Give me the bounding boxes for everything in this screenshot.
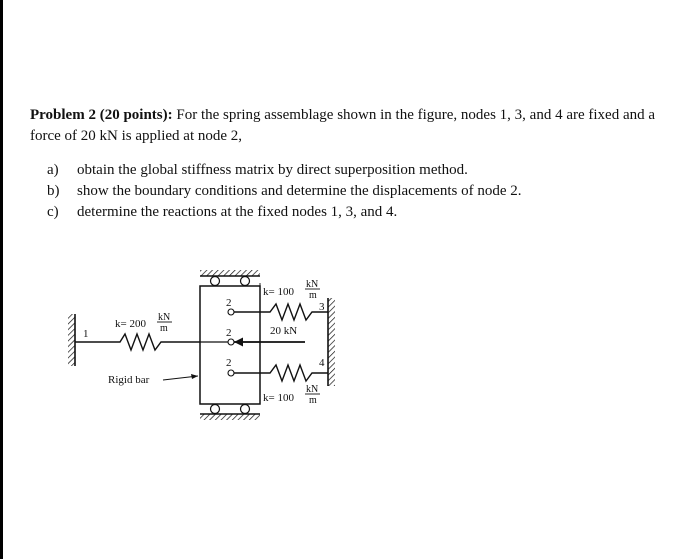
spring-assemblage-figure (60, 258, 360, 438)
problem-statement (30, 105, 680, 147)
right-wall-support (328, 298, 335, 386)
task-item-c (47, 202, 680, 223)
left-wall-support (68, 314, 75, 366)
problem-heading: Problem 2 (20 points): (30, 107, 173, 123)
spring-left (75, 334, 200, 350)
node-2-marker-top (228, 309, 234, 315)
node-2-label-bottom: 2 (226, 357, 232, 369)
node-2-marker-middle (228, 339, 234, 345)
spring-top-unit-num: kN (306, 279, 319, 290)
task-letter: a) (47, 162, 59, 178)
spring-left-k-label: k= 200 (115, 318, 146, 330)
left-border-line (0, 0, 3, 559)
problem-body: For the spring assemblage shown in the figure, nodes 1, 3, and 4 are fixed and a force of 20 kN is applied at node 2, (30, 107, 656, 144)
force-arrow (234, 338, 305, 347)
task-letter: c) (47, 204, 59, 220)
spring-bottom (234, 365, 328, 381)
node-2-label-top: 2 (226, 297, 232, 309)
spring-left-unit-num: kN (158, 312, 171, 323)
node-2-label-middle: 2 (226, 327, 232, 339)
spring-bottom-unit-den: m (309, 395, 317, 406)
top-roller-support (200, 270, 260, 286)
spring-top-k-label: k= 100 (263, 286, 294, 298)
task-letter: b) (47, 183, 60, 199)
task-list (30, 160, 680, 223)
spring-left-unit-den: m (160, 323, 168, 334)
rigid-bar-label: Rigid bar (108, 374, 150, 386)
force-label: 20 kN (270, 325, 298, 337)
spring-top-unit-den: m (309, 290, 317, 301)
task-text: obtain the global stiffness matrix by direct superposition method. (77, 162, 468, 178)
task-text: show the boundary conditions and determine the displacements of node 2. (77, 183, 522, 199)
spring-top (234, 304, 328, 320)
node-4-label: 4 (319, 357, 325, 369)
node-3-label: 3 (319, 301, 325, 313)
problem-text (30, 105, 680, 223)
bottom-roller-support (200, 405, 260, 421)
task-item-a (47, 160, 680, 181)
node-2-marker-bottom (228, 370, 234, 376)
task-item-b (47, 181, 680, 202)
spring-bottom-k-label: k= 100 (263, 392, 294, 404)
node-1-label: 1 (83, 328, 89, 340)
task-text: determine the reactions at the fixed nodes 1, 3, and 4. (77, 204, 398, 220)
spring-bottom-unit-num: kN (306, 384, 319, 395)
